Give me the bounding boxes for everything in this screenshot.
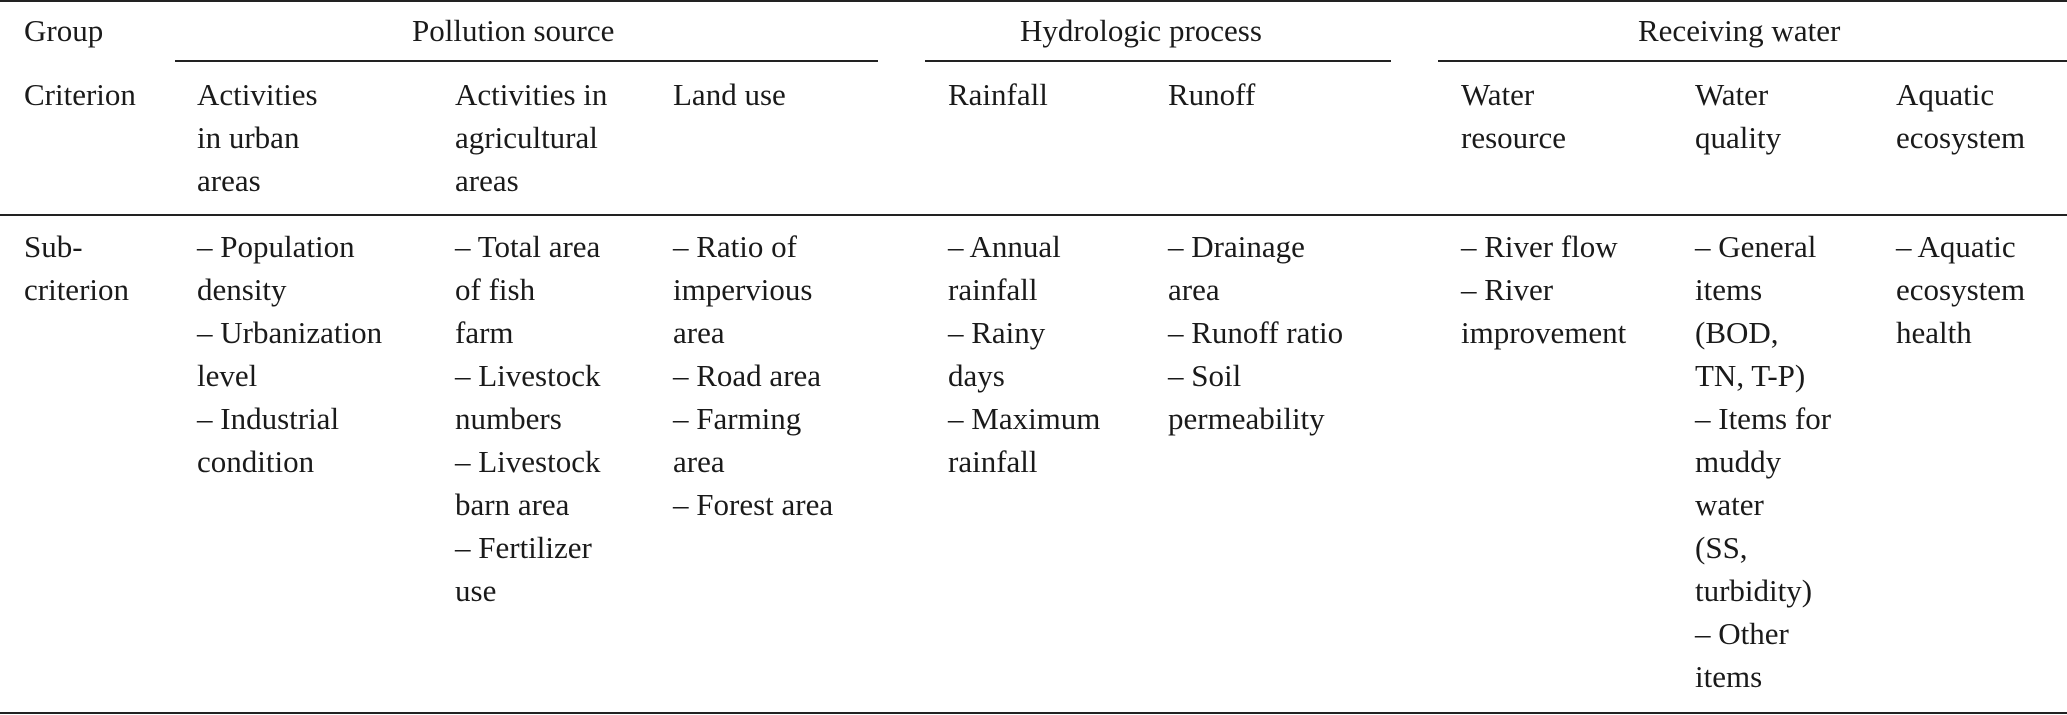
group-label: Group xyxy=(24,13,104,48)
receiving-water-underline xyxy=(1438,60,2067,62)
subcriterion-label: Sub- criterion xyxy=(24,229,130,307)
criterion-activities-urban: Activities in urban areas xyxy=(197,77,318,198)
criterion-aquatic-ecosystem: Aquatic ecosystem xyxy=(1896,77,2026,155)
group-hydrologic-process: Hydrologic process xyxy=(1020,13,1262,48)
group-receiving-water: Receiving water xyxy=(1638,13,1841,48)
subcriterion-runoff: – Drainage area – Runoff ratio – Soil permeability xyxy=(1168,229,1344,436)
criterion-activities-agricultural: Activities in agricultural areas xyxy=(455,77,608,198)
subcriterion-activities-urban: – Population density – Urbanization level – Industrial condition xyxy=(197,229,383,479)
criterion-rainfall: Rainfall xyxy=(948,77,1048,112)
subcriterion-land-use: – Ratio of impervious area – Road area – Farming area – Forest area xyxy=(673,229,834,522)
criterion-water-quality: Water quality xyxy=(1695,77,1782,155)
header-separator-rule xyxy=(0,214,2067,216)
subcriterion-rainfall: – Annual rainfall – Rainy days – Maximum rainfall xyxy=(948,229,1101,479)
top-rule xyxy=(0,0,2067,2)
subcriterion-water-resource: – River flow – River improvement xyxy=(1461,229,1627,350)
criterion-land-use: Land use xyxy=(673,77,786,112)
hydrologic-process-underline xyxy=(925,60,1391,62)
criterion-runoff: Runoff xyxy=(1168,77,1256,112)
subcriterion-aquatic-ecosystem: – Aquatic ecosystem health xyxy=(1896,229,2026,350)
subcriterion-activities-agricultural: – Total area of fish farm – Livestock numbers – Livestock barn area – Fertilizer use xyxy=(455,229,601,608)
group-pollution-source: Pollution source xyxy=(412,13,615,48)
pollution-source-underline xyxy=(175,60,878,62)
criterion-water-resource: Water resource xyxy=(1461,77,1566,155)
criterion-label: Criterion xyxy=(24,77,136,112)
subcriterion-water-quality: – General items (BOD, TN, T-P) – Items for muddy water (SS, turbidity) – Other items xyxy=(1695,229,1832,694)
bottom-rule xyxy=(0,712,2067,714)
